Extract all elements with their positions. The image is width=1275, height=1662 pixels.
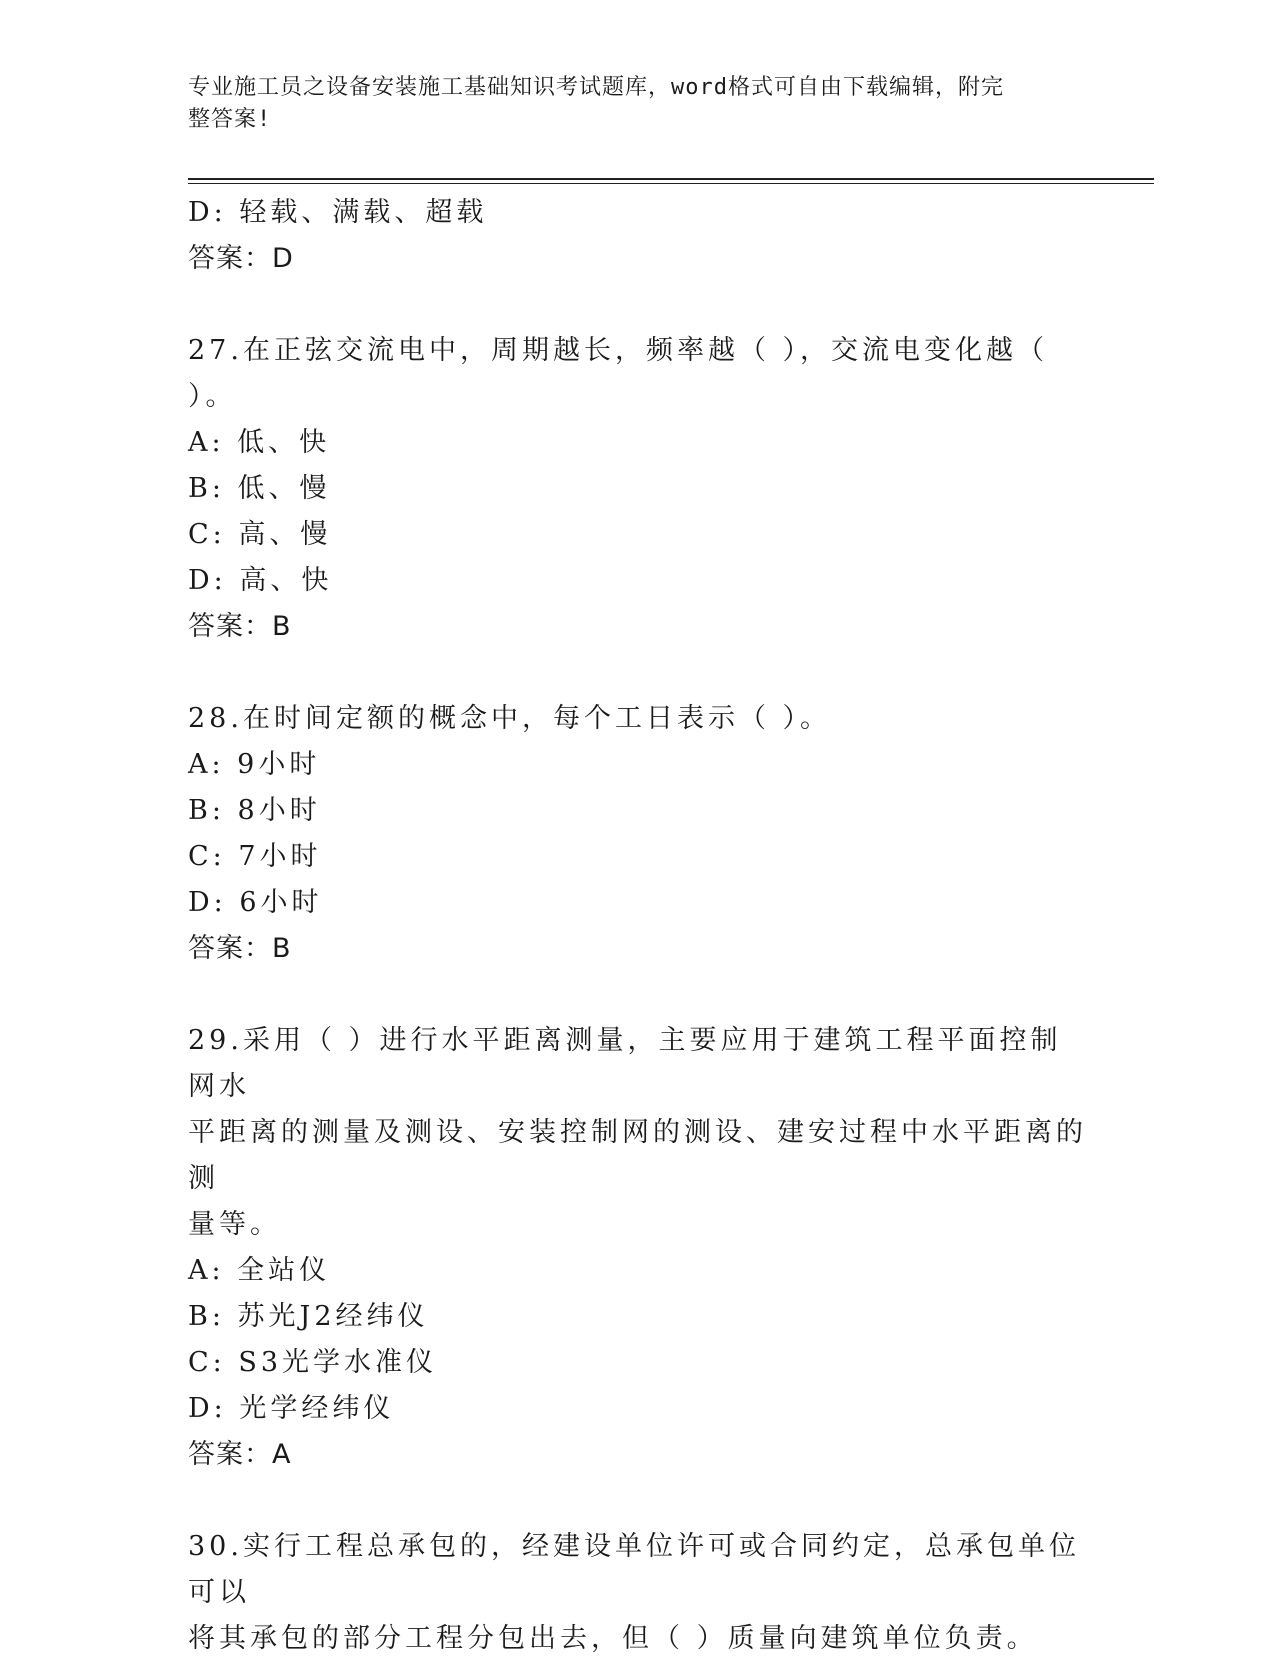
spacer	[188, 282, 1088, 328]
option-d: D: 轻载、满载、超载	[188, 197, 488, 228]
answer-line: 答案：A	[188, 1439, 292, 1470]
option-d: D: 光学经纬仪	[188, 1393, 395, 1424]
header-line-2: 整答案!	[188, 107, 272, 132]
header-divider-thin	[188, 183, 1154, 184]
document-header	[188, 72, 1068, 136]
answer-line: 答案：B	[188, 933, 292, 964]
option-a: A: 低、快	[188, 427, 331, 458]
previous-question-tail	[188, 190, 1088, 282]
question-stem-line: 28.在时间定额的概念中，每个工日表示（ ）。	[188, 703, 832, 734]
header-line-1: 专业施工员之设备安装施工基础知识考试题库，word格式可自由下载编辑，附完	[188, 75, 1004, 100]
question-stem-line: 30.实行工程总承包的，经建设单位许可或合同约定，总承包单位可以	[188, 1531, 1080, 1608]
option-c: C: 高、慢	[188, 519, 332, 550]
option-a: A: 全站仪	[188, 1255, 331, 1286]
question-stem-line: 29.采用（ ）进行水平距离测量，主要应用于建筑工程平面控制网水	[188, 1025, 1062, 1102]
question-stem-line: 27.在正弦交流电中，周期越长，频率越（ ），交流电变化越（ ）。	[188, 335, 1049, 412]
question-stem-line: 平距离的测量及测设、安装控制网的测设、建安过程中水平距离的测	[188, 1117, 1087, 1194]
question-29	[188, 1018, 1088, 1478]
header-divider-thick	[188, 178, 1154, 180]
question-27	[188, 328, 1088, 650]
option-b: B: 低、慢	[188, 473, 331, 504]
option-d: D: 高、快	[188, 565, 333, 596]
question-30	[188, 1524, 1088, 1662]
option-c: C: S3光学水准仪	[188, 1347, 438, 1378]
option-b: B: 苏光J2经纬仪	[188, 1301, 429, 1332]
spacer	[188, 650, 1088, 696]
question-list	[188, 190, 1088, 1662]
question-28	[188, 696, 1088, 972]
spacer	[188, 1478, 1088, 1524]
question-stem-line: 量等。	[188, 1209, 281, 1240]
answer-line: 答案：B	[188, 611, 292, 642]
option-a: A: 9小时	[188, 749, 321, 780]
option-c: C: 7小时	[188, 841, 322, 872]
option-d: D: 6小时	[188, 887, 323, 918]
option-b: B: 8小时	[188, 795, 321, 826]
spacer	[188, 972, 1088, 1018]
answer-line: 答案：D	[188, 243, 294, 274]
question-stem-line: 将其承包的部分工程分包出去，但（ ）质量向建筑单位负责。	[188, 1623, 1038, 1654]
